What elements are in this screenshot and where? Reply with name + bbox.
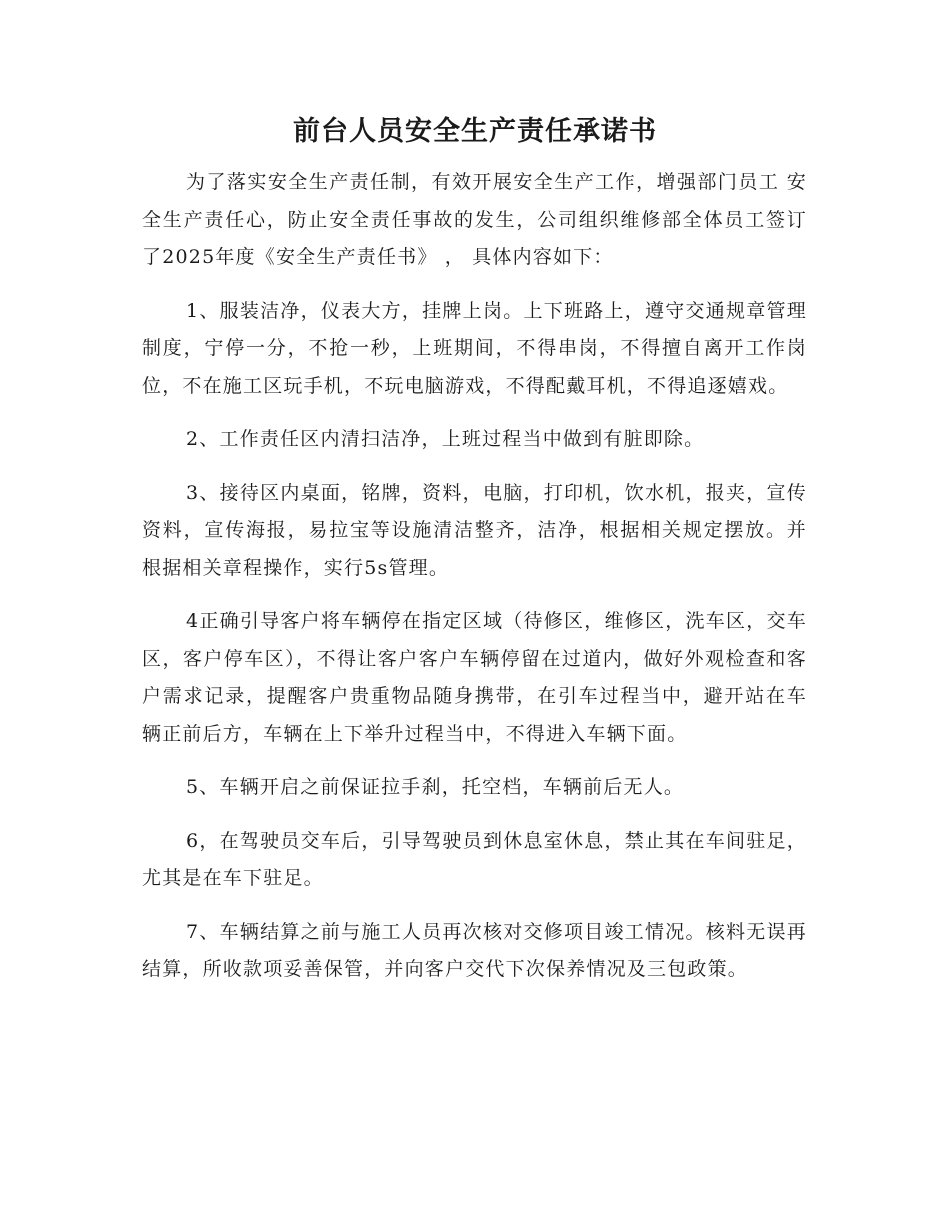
clause-2-paragraph: 2、工作责任区内清扫洁净，上班过程当中做到有脏即除。 xyxy=(186,428,705,450)
document-body xyxy=(142,164,807,1005)
intro-paragraph: 为了落实安全生产责任制，有效开展安全生产工作，增强部门员工 安全生产责任心，防止安全责任事故的发生，公司组织维修部全体员工签订了2025年度《安全生产责任书》 ， 具体内容如下： xyxy=(142,171,807,268)
clause-1-paragraph: 1、服装洁净，仪表大方，挂牌上岗。上下班路上，遵守交通规章管理制度，宁停一分，不抢一秒，上班期间，不得串岗，不得擅自离开工作岗位，不在施工区玩手机，不玩电脑游戏，不得配戴耳机，不得追逐嬉戏。 xyxy=(142,299,807,397)
clause-3-paragraph: 3、接待区内桌面，铭牌，资料，电脑，打印机，饮水机，报夹，宣传资料，宣传海报，易拉宝等设施清洁整齐，洁净，根据相关规定摆放。并根据相关章程操作，实行5s管理。 xyxy=(142,481,807,579)
clause-5-paragraph: 5、车辆开启之前保证拉手刹，托空档，车辆前后无人。 xyxy=(186,776,685,798)
clause-6-paragraph: 6，在驾驶员交车后，引导驾驶员到休息室休息，禁止其在车间驻足，尤其是在车下驻足。 xyxy=(142,829,807,889)
clause-7-paragraph: 7、车辆结算之前与施工人员再次核对交修项目竣工情况。核料无误再结算，所收款项妥善保管，并向客户交代下次保养情况及三包政策。 xyxy=(142,920,807,980)
clause-4-paragraph: 4正确引导客户将车辆停在指定区域（待修区，维修区，洗车区，交车区，客户停车区），不得让客户客户车辆停留在过道内，做好外观检查和客户需求记录，提醒客户贵重物品随身携带，在引车过程当中，避开站在车辆正前后方，车辆在上下举升过程当中，不得进入车辆下面。 xyxy=(142,610,807,745)
document-title: 前台人员安全生产责任承诺书 xyxy=(293,116,657,147)
